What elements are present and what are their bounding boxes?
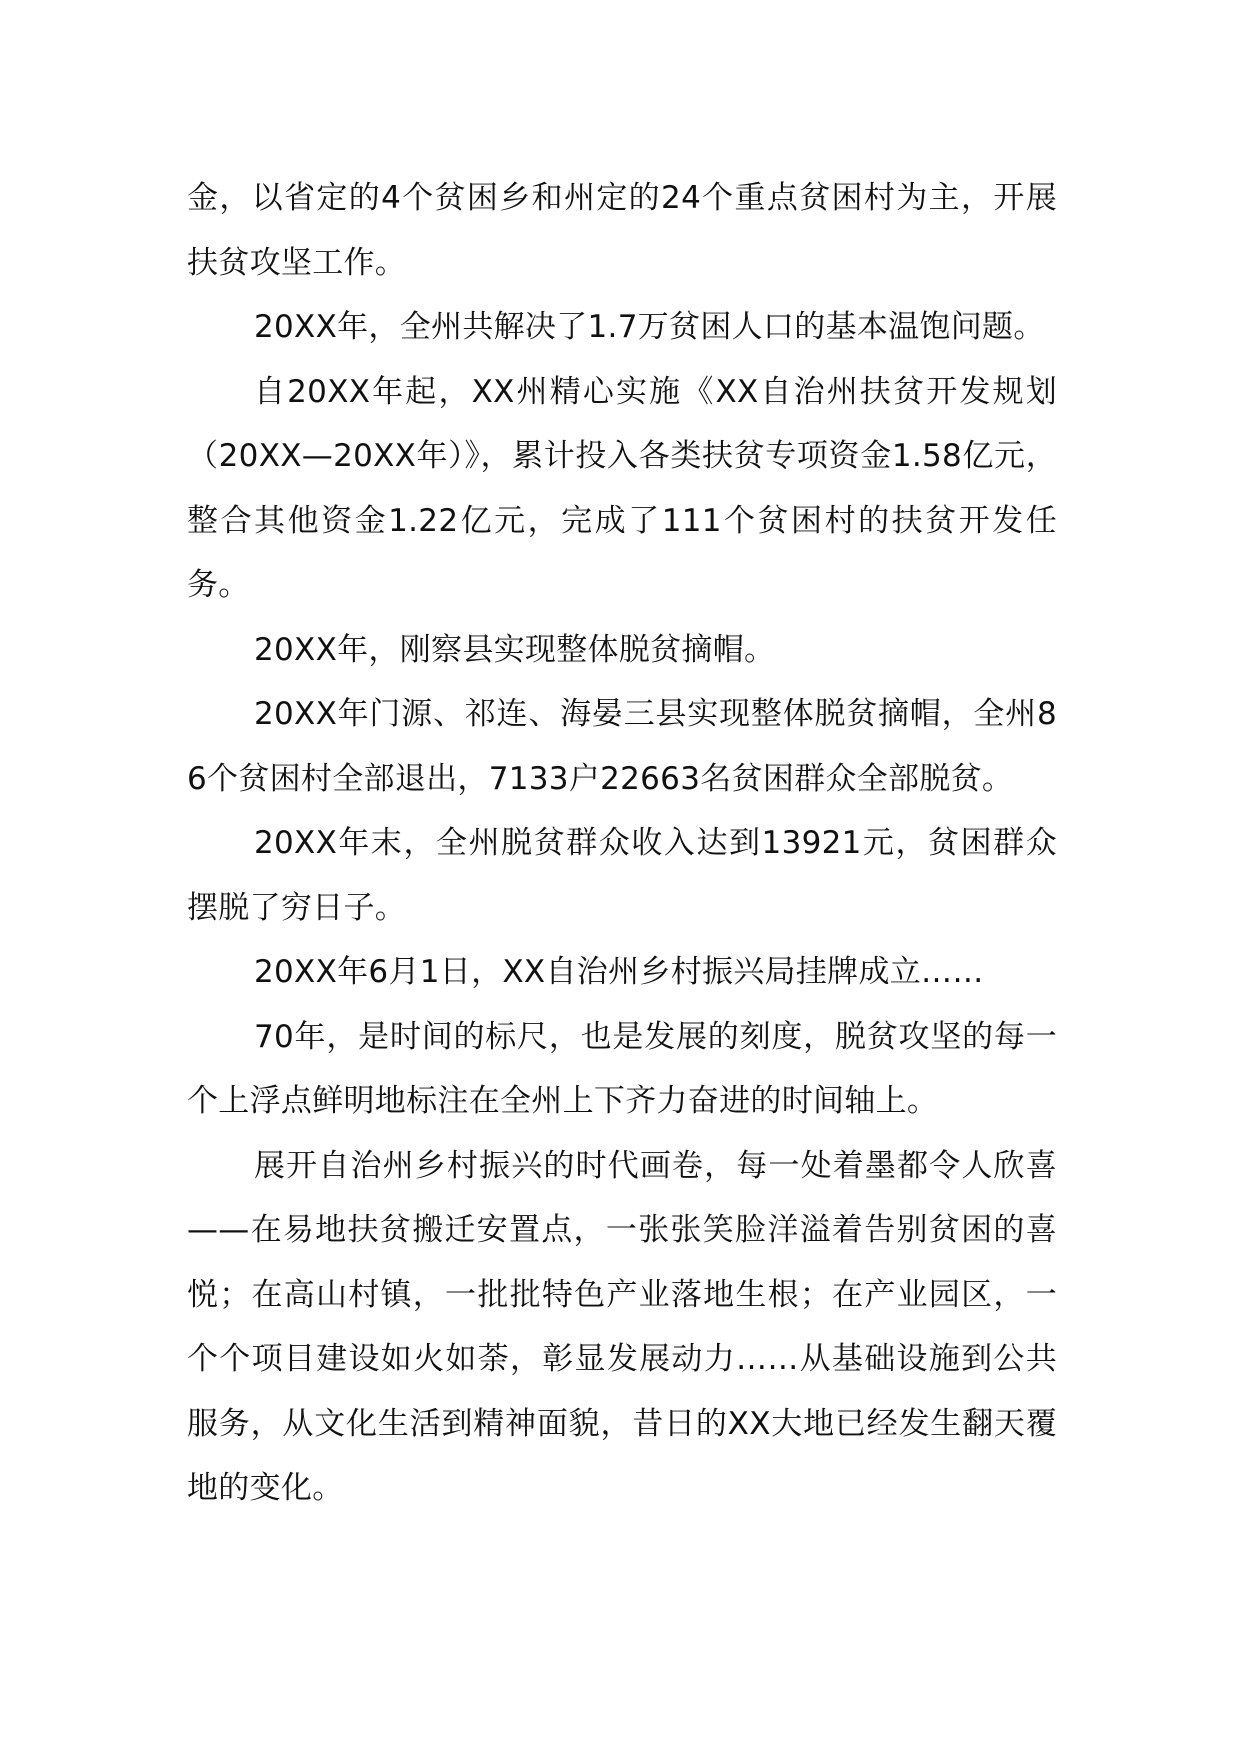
paragraph-9: 展开自治州乡村振兴的时代画卷，每一处着墨都令人欣喜——在易地扶贫搬迁安置点，一张张笑脸洋溢着告别贫困的喜悦；在高山村镇，一批批特色产业落地生根；在产业园区，一个个项目建设如火如荼，彰显发展动力……从基础设施到公共服务，从文化生活到精神面貌，昔日的XX大地已经发生翻天覆地的变化。 [187, 1147, 1057, 1506]
document-body [187, 166, 1057, 1521]
paragraph-7: 20XX年6月1日，XX自治州乡村振兴局挂牌成立…… [254, 954, 984, 990]
paragraph-6: 20XX年末，全州脱贫群众收入达到13921元，贫困群众摆脱了穷日子。 [187, 825, 1057, 926]
paragraph-1: 金，以省定的4个贫困乡和州定的24个重点贫困村为主，开展扶贫攻坚工作。 [187, 180, 1057, 281]
paragraph-4: 20XX年，刚察县实现整体脱贫摘帽。 [254, 631, 776, 668]
paragraph-3: 自20XX年起，XX州精心实施《XX自治州扶贫开发规划（20XX—20XX年）》，累计投入各类扶贫专项资金1.58亿元，整合其他资金1.22亿元，完成了111个贫困村的扶贫开发任务。 [187, 373, 1057, 603]
paragraph-5: 20XX年门源、祁连、海晏三县实现整体脱贫摘帽，全州86个贫困村全部退出，7133户22663名贫困群众全部脱贫。 [187, 696, 1057, 797]
paragraph-8: 70年，是时间的标尺，也是发展的刻度，脱贫攻坚的每一个上浮点鲜明地标注在全州上下齐力奋进的时间轴上。 [187, 1018, 1057, 1119]
paragraph-2: 20XX年，全州共解决了1.7万贫困人口的基本温饱问题。 [254, 309, 1045, 345]
